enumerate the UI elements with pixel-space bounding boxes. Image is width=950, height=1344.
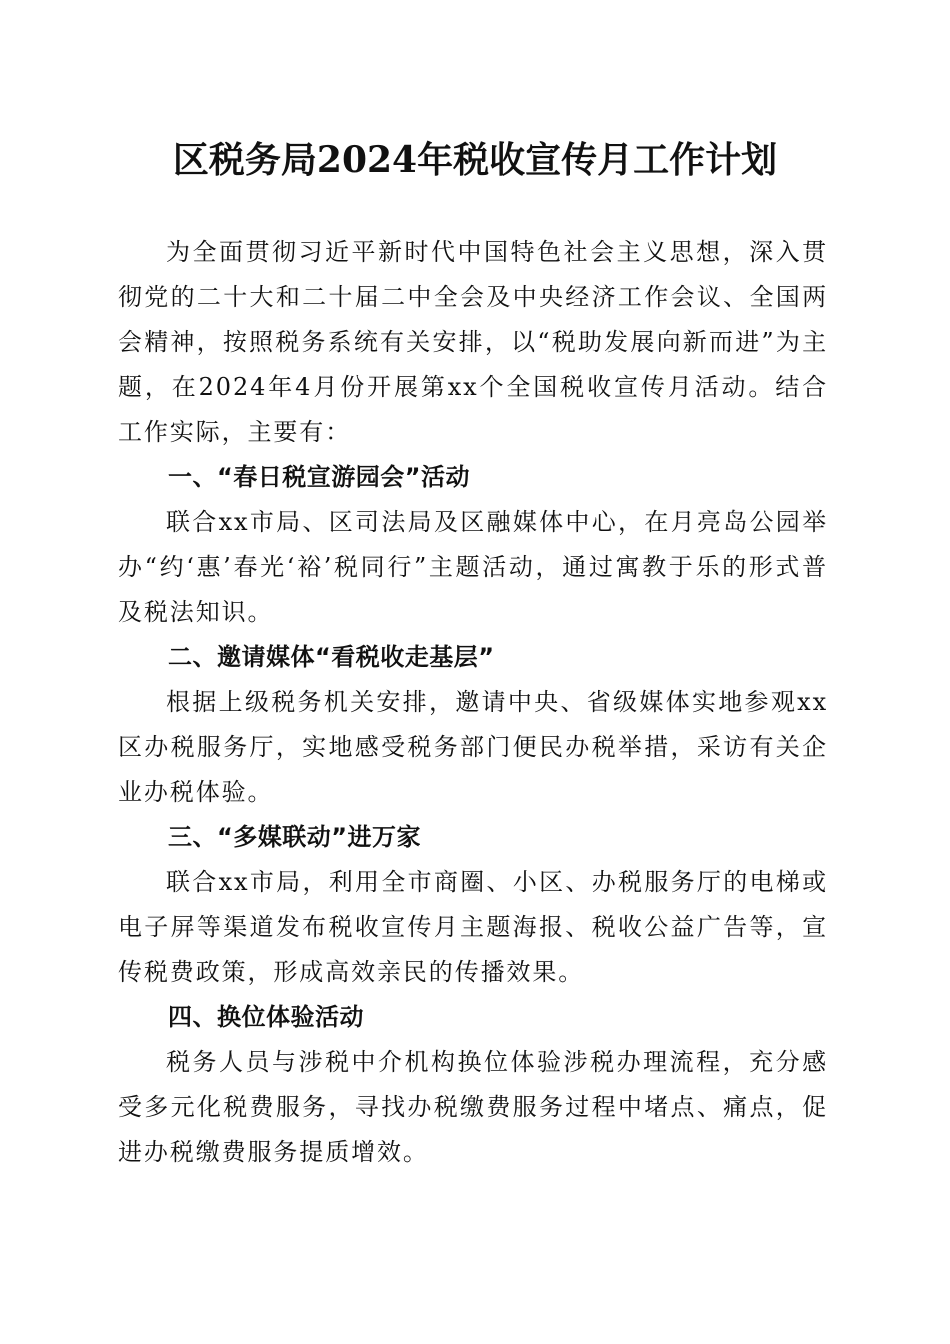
section-body-1: 联合xx市局、区司法局及区融媒体中心，在月亮岛公园举办“约‘惠’春光‘裕’税同行”主题活动，通过寓教于乐的形式普及税法知识。: [118, 508, 828, 626]
section-body-2: 根据上级税务机关安排，邀请中央、省级媒体实地参观xx区办税服务厅，实地感受税务部门便民办税举措，采访有关企业办税体验。: [118, 688, 828, 806]
section-body-3: 联合xx市局，利用全市商圈、小区、办税服务厅的电梯或电子屏等渠道发布税收宣传月主题海报、税收公益广告等，宣传税费政策，形成高效亲民的传播效果。: [118, 868, 828, 986]
section-heading-4: 四、换位体验活动: [168, 1003, 364, 1031]
intro-paragraph: 为全面贯彻习近平新时代中国特色社会主义思想，深入贯彻党的二十大和二十届二中全会及中央经济工作会议、全国两会精神，按照税务系统有关安排，以“税助发展向新而进”为主题，在2024年4月份开展第xx个全国税收宣传月活动。结合工作实际，主要有：: [118, 238, 828, 446]
document-title: 区税务局2024年税收宣传月工作计划: [172, 139, 778, 181]
document-body: [118, 230, 828, 1175]
section-heading-3: 三、“多媒联动”进万家: [168, 823, 422, 851]
section-heading-2: 二、邀请媒体“看税收走基层”: [168, 643, 495, 671]
section-heading-1: 一、“春日税宣游园会”活动: [168, 463, 471, 491]
section-body-4: 税务人员与涉税中介机构换位体验涉税办理流程，充分感受多元化税费服务，寻找办税缴费服务过程中堵点、痛点，促进办税缴费服务提质增效。: [118, 1048, 828, 1166]
